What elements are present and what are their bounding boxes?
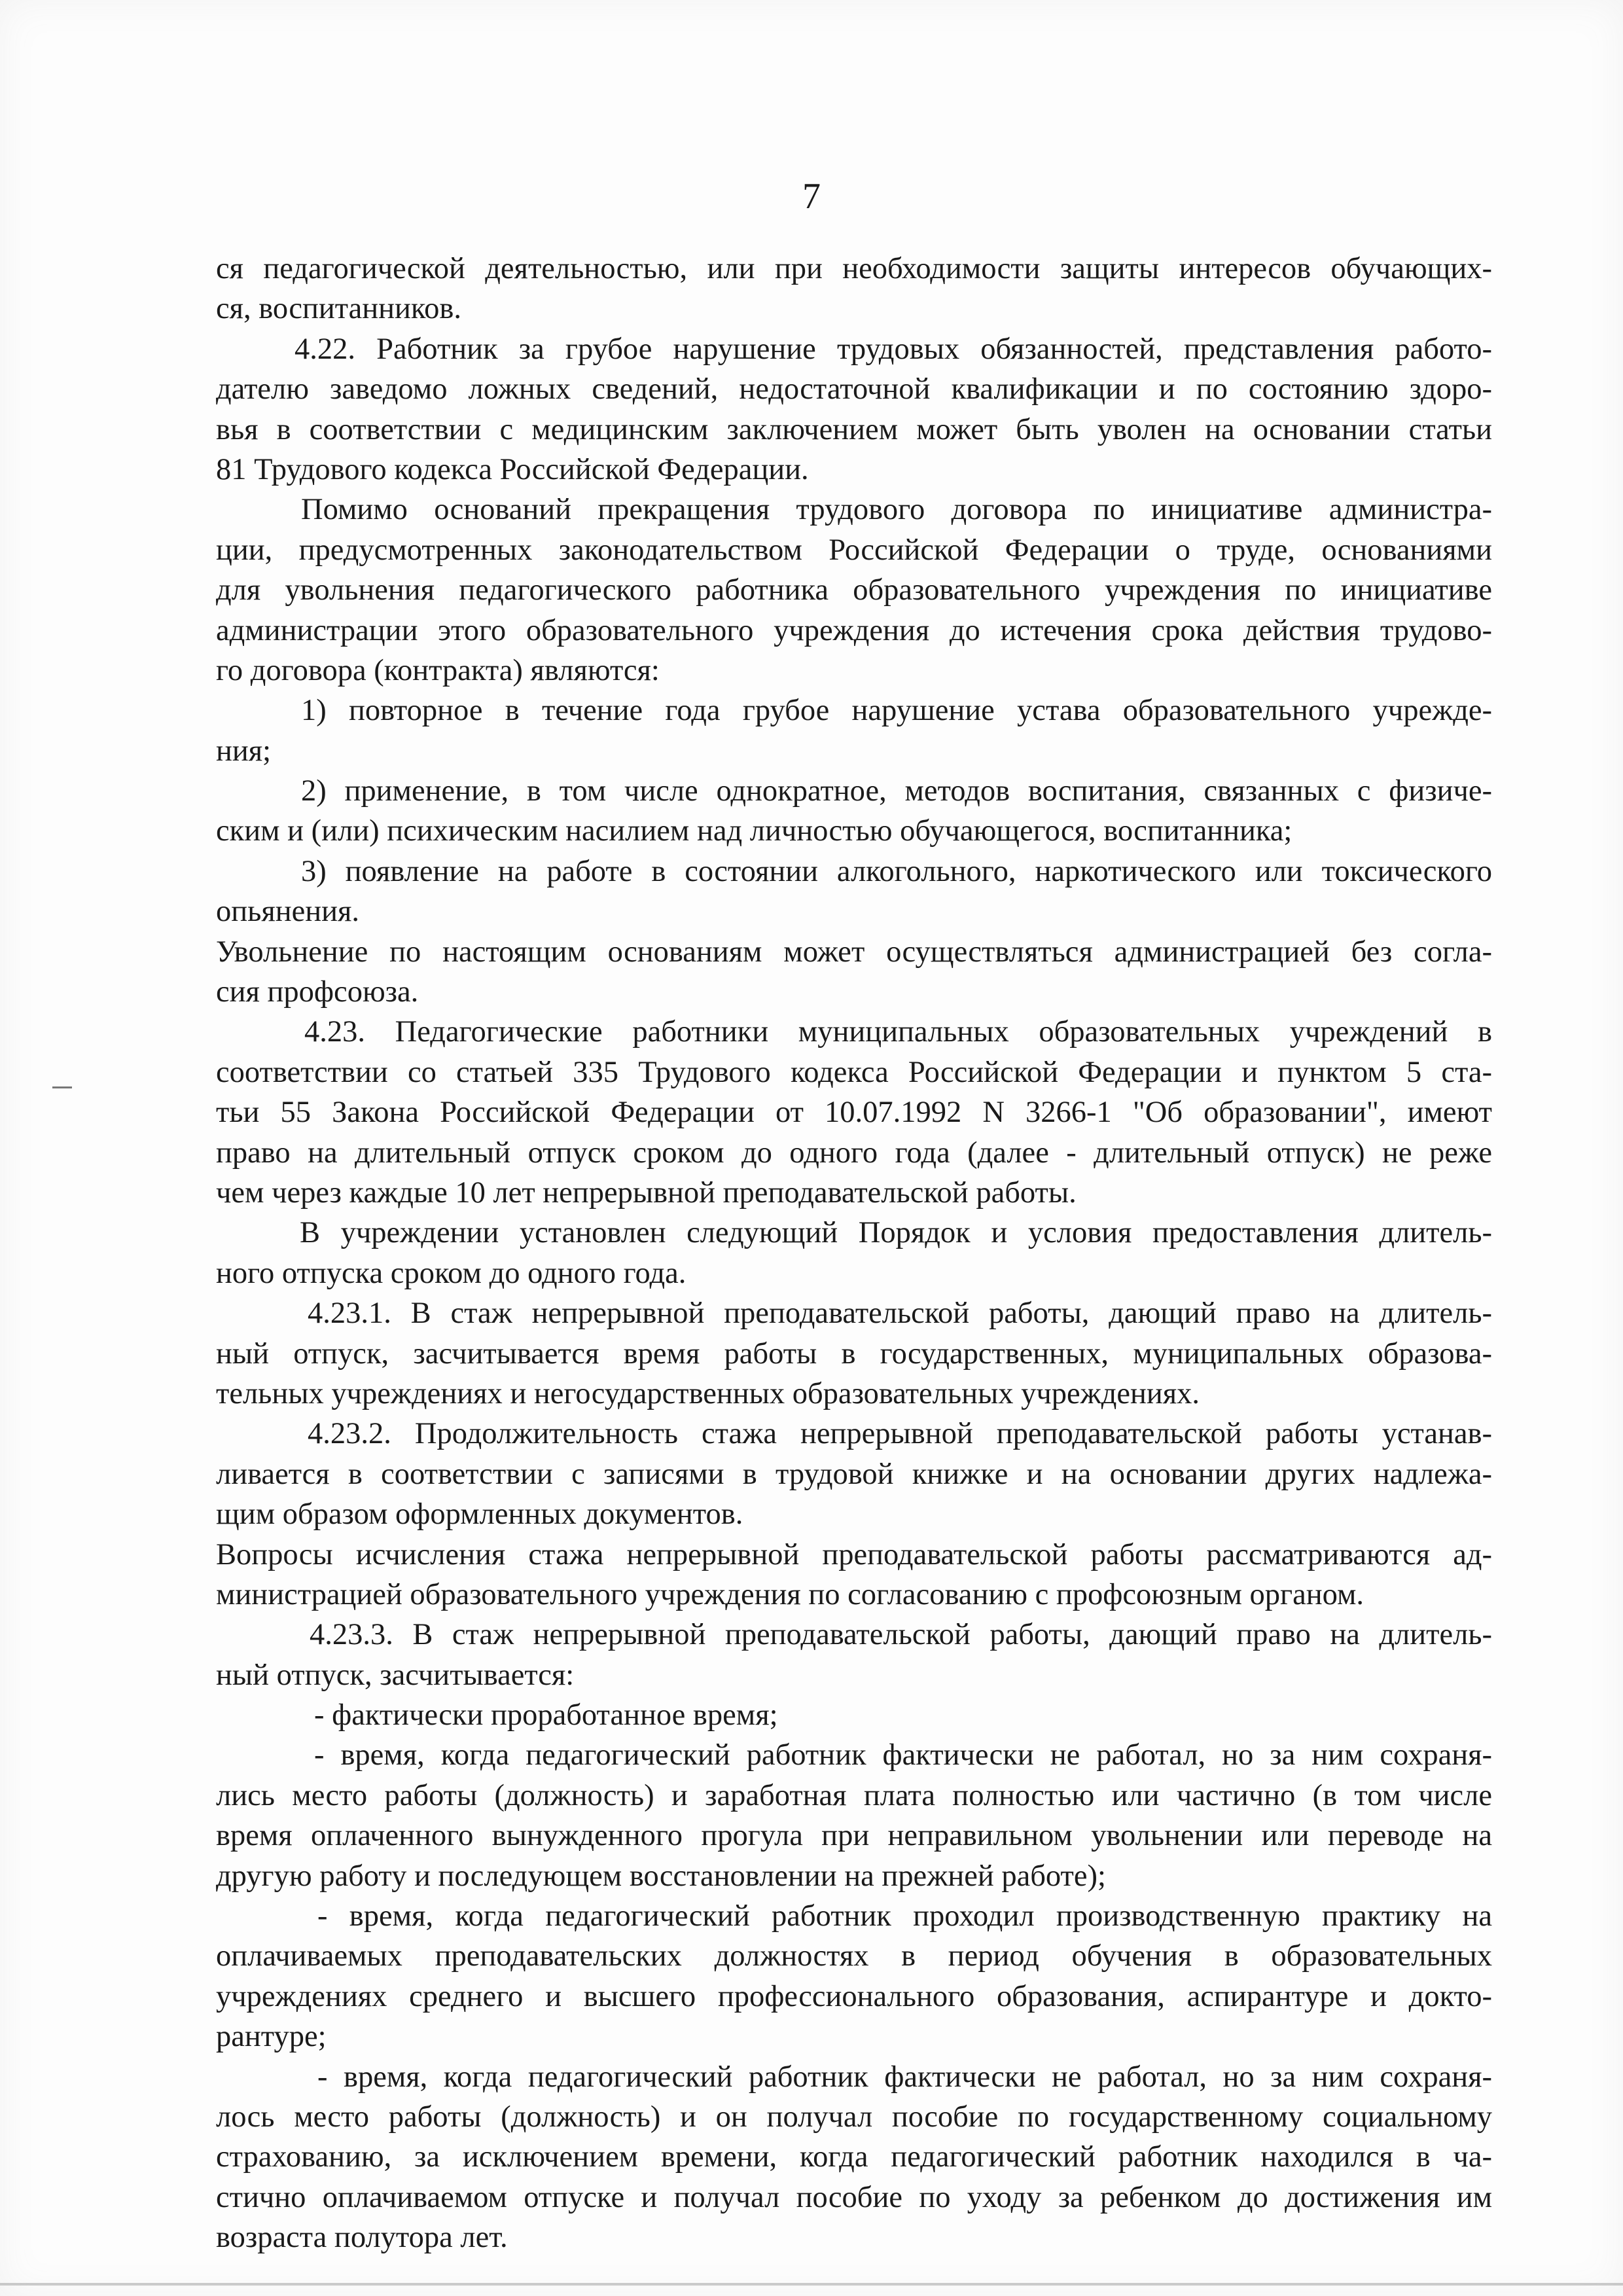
- text-line: ским и (или) психическим насилием над личностью обучающегося, воспитанника;: [216, 814, 1293, 848]
- text-line: другую работу и последующем восстановлении на прежней работе);: [216, 1859, 1106, 1893]
- text-line: ный отпуск, засчитывается время работы в государственных, муниципальных образова-: [216, 1336, 1492, 1371]
- text-line: сия профсоюза.: [216, 975, 419, 1009]
- text-line: Вопросы исчисления стажа непрерывной преподавательской работы рассматриваются ад-: [216, 1537, 1492, 1571]
- text-line: опьянения.: [216, 895, 360, 929]
- text-line: администрации этого образовательного учреждения до истечения срока действия трудово-: [216, 613, 1492, 647]
- text-line: страхованию, за исключением времени, когда педагогический работник находился в ча-: [216, 2140, 1492, 2174]
- text-line: ного отпуска сроком до одного года.: [216, 1256, 687, 1290]
- text-line: ный отпуск, засчитывается:: [216, 1658, 575, 1692]
- text-line: ся, воспитанников.: [216, 292, 461, 326]
- text-line: ния;: [216, 734, 272, 768]
- text-line: учреждениях среднего и высшего профессионального образования, аспирантуре и докто-: [216, 1979, 1492, 2013]
- text-line: министрацией образовательного учреждения по согласованию с профсоюзным органом.: [216, 1577, 1364, 1611]
- text-line: - время, когда педагогический работник фактически не работал, но за ним сохраня-: [314, 1738, 1492, 1772]
- text-line: ливается в соответствии с записями в трудовой книжке и на основании других надлежа-: [216, 1457, 1492, 1491]
- text-line: лись место работы (должность) и заработная плата полностью или частично (в том числе: [216, 1778, 1492, 1812]
- scan-bottom-edge: [0, 2283, 1623, 2286]
- text-line: дателю заведомо ложных сведений, недостаточной квалификации и по состоянию здоро-: [216, 372, 1492, 406]
- text-line: го договора (контракта) являются:: [216, 653, 660, 687]
- text-line: 2) применение, в том числе однократное, методов воспитания, связанных с физиче-: [301, 774, 1492, 808]
- text-line: 4.23.3. В стаж непрерывной преподавательской работы, дающий право на длитель-: [310, 1618, 1492, 1652]
- text-line: возраста полутора лет.: [216, 2221, 508, 2255]
- text-line: 4.23.1. В стаж непрерывной преподавательской работы, дающий право на длитель-: [308, 1297, 1492, 1331]
- text-line: для увольнения педагогического работника образовательного учреждения по инициативе: [216, 573, 1492, 607]
- text-line: рантуре;: [216, 2020, 327, 2054]
- text-line: ции, предусмотренных законодательством Российской Федерации о труде, основаниями: [216, 533, 1492, 567]
- text-line: тельных учреждениях и негосударственных образовательных учреждениях.: [216, 1376, 1200, 1410]
- text-line: В учреждении установлен следующий Порядок и условия предоставления длитель-: [300, 1216, 1492, 1250]
- text-line: Увольнение по настоящим основаниям может осуществляться администрацией без согла-: [216, 935, 1492, 969]
- text-line: - время, когда педагогический работник проходил производственную практику на: [317, 1899, 1492, 1933]
- text-line: 81 Трудового кодекса Российской Федерации.: [216, 452, 809, 486]
- text-line: лось место работы (должность) и он получал пособие по государственному социальному: [216, 2100, 1492, 2134]
- text-line: 1) повторное в течение года грубое нарушение устава образовательного учрежде-: [301, 694, 1492, 728]
- text-line: право на длительный отпуск сроком до одного года (далее - длительный отпуск) не реже: [216, 1136, 1492, 1170]
- text-line: 4.23.2. Продолжительность стажа непрерывной преподавательской работы устанав-: [308, 1417, 1492, 1451]
- text-line: время оплаченного вынужденного прогула при неправильном увольнении или переводе на: [216, 1819, 1492, 1853]
- page-number: 7: [802, 176, 821, 217]
- document-body: [216, 249, 1492, 2258]
- text-line: оплачиваемых преподавательских должностях в период обучения в образовательных: [216, 1939, 1492, 1973]
- text-line: - фактически проработанное время;: [314, 1698, 778, 1732]
- text-line: - время, когда педагогический работник фактически не работал, но за ним сохраня-: [317, 2060, 1492, 2094]
- text-line: стично оплачиваемом отпуске и получал пособие по уходу за ребенком до достижения им: [216, 2180, 1492, 2214]
- text-line: ся педагогической деятельностью, или при необходимости защиты интересов обучающих-: [216, 252, 1492, 285]
- text-line: чем через каждые 10 лет непрерывной преподавательской работы.: [216, 1175, 1077, 1210]
- text-line: щим образом оформленных документов.: [216, 1498, 743, 1532]
- text-line: тьи 55 Закона Российской Федерации от 10.07.1992 N 3266-1 "Об образовании", имеют: [216, 1096, 1492, 1130]
- text-line: 4.22. Работник за грубое нарушение трудовых обязанностей, представления работо-: [294, 332, 1492, 366]
- text-line: 4.23. Педагогические работники муниципальных образовательных учреждений в: [304, 1015, 1492, 1049]
- text-line: соответствии со статьей 335 Трудового кодекса Российской Федерации и пунктом 5 ста-: [216, 1055, 1492, 1089]
- scan-margin-mark: [52, 1086, 72, 1088]
- text-line: 3) появление на работе в состоянии алкогольного, наркотического или токсического: [301, 854, 1492, 888]
- text-line: вья в соответствии с медицинским заключением может быть уволен на основании статьи: [216, 412, 1492, 446]
- text-line: Помимо оснований прекращения трудового договора по инициативе администра-: [301, 493, 1492, 527]
